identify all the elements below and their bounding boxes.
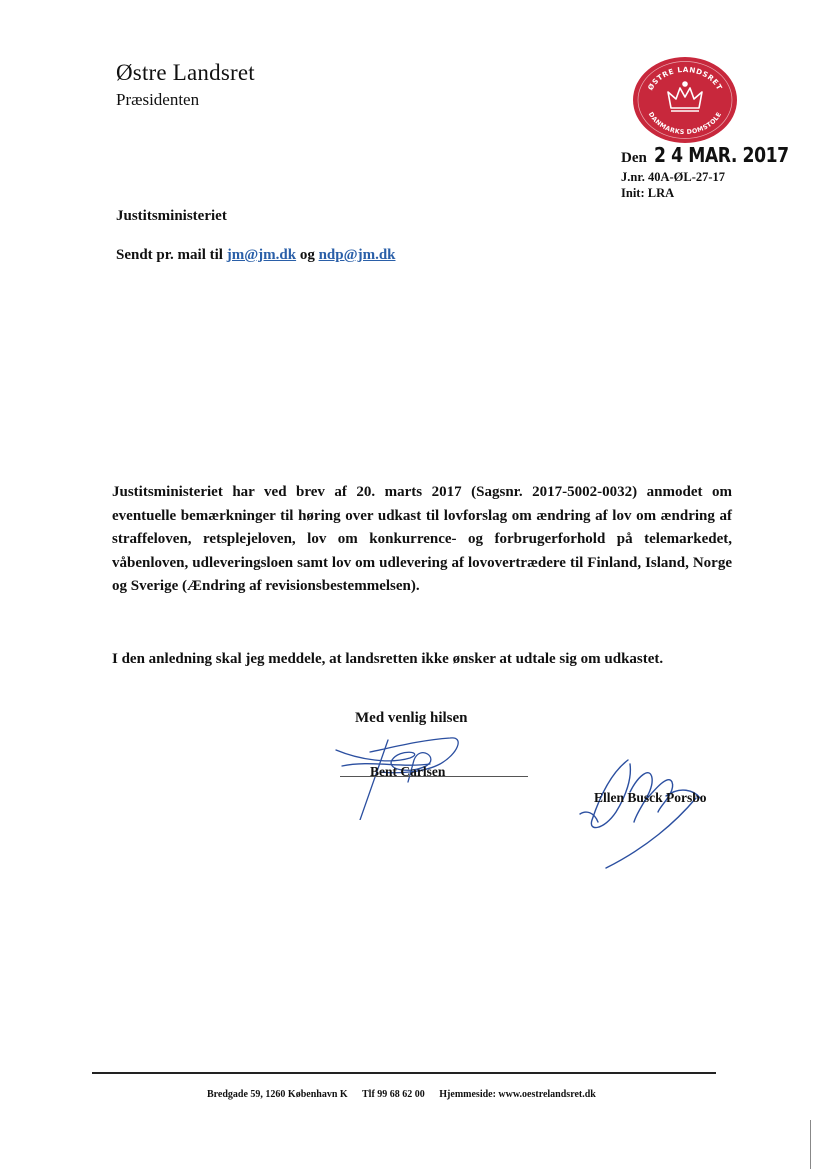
recipient: Justitsministeriet [116, 208, 227, 224]
date-line [621, 143, 810, 167]
sent-prefix: Sendt pr. mail til [116, 247, 223, 263]
organization-name: Østre Landsret [116, 60, 255, 85]
footer-phone: Tlf 99 68 62 00 [362, 1089, 425, 1100]
date-stamp: 2 4 MAR. 2017 [653, 143, 789, 167]
svg-text:ØSTRE LANDSRET: ØSTRE LANDSRET [645, 64, 725, 92]
footer [207, 1089, 608, 1100]
sent-by-mail-line [116, 247, 396, 264]
footer-address: Bredgade 59, 1260 København K [207, 1089, 348, 1100]
svg-text:DANMARKS DOMSTOLE: DANMARKS DOMSTOLE [646, 111, 724, 137]
court-seal-logo [632, 56, 738, 144]
scan-edge-mark [810, 1120, 811, 1169]
signatory-name-1: Bent Carlsen [370, 764, 446, 779]
email-link-jm[interactable]: jm@jm.dk [226, 247, 297, 263]
initials: Init: LRA [621, 186, 675, 200]
closing-greeting: Med venlig hilsen [355, 710, 468, 726]
email-link-ndp[interactable]: ndp@jm.dk [318, 247, 396, 263]
body-paragraph-1: Justitsministeriet har ved brev af 20. marts 2017 (Sagsnr. 2017-5002-0032) anmodet om eventuelle bemærkninger til høring over udkast til lovforslag om ændring af lov om ændring af straffeloven, retsplejeloven, lov om konkurrence- og forbrugerforhold på telemarkedet, våbenloven, udleveringsloen samt lov om udlevering af lovovertrædere til Finland, Island, Norge og Sverige (Ændring af revisionsbestemmelsen). [112, 484, 732, 594]
body-paragraph-2: I den anledning skal jeg meddele, at landsretten ikke ønsker at udtale sig om udkastet. [112, 651, 664, 667]
footer-website[interactable]: Hjemmeside: www.oestrelandsret.dk [439, 1089, 596, 1100]
sent-conjunction: og [299, 247, 315, 263]
date-label: Den [621, 150, 647, 166]
journal-number: J.nr. 40A-ØL-27-17 [621, 170, 726, 184]
signatory-name-2: Ellen Busck Porsbo [594, 790, 707, 805]
signature-ellen-busck-porsbo [576, 752, 706, 870]
footer-divider [92, 1072, 716, 1074]
organization-subtitle: Præsidenten [116, 90, 200, 109]
